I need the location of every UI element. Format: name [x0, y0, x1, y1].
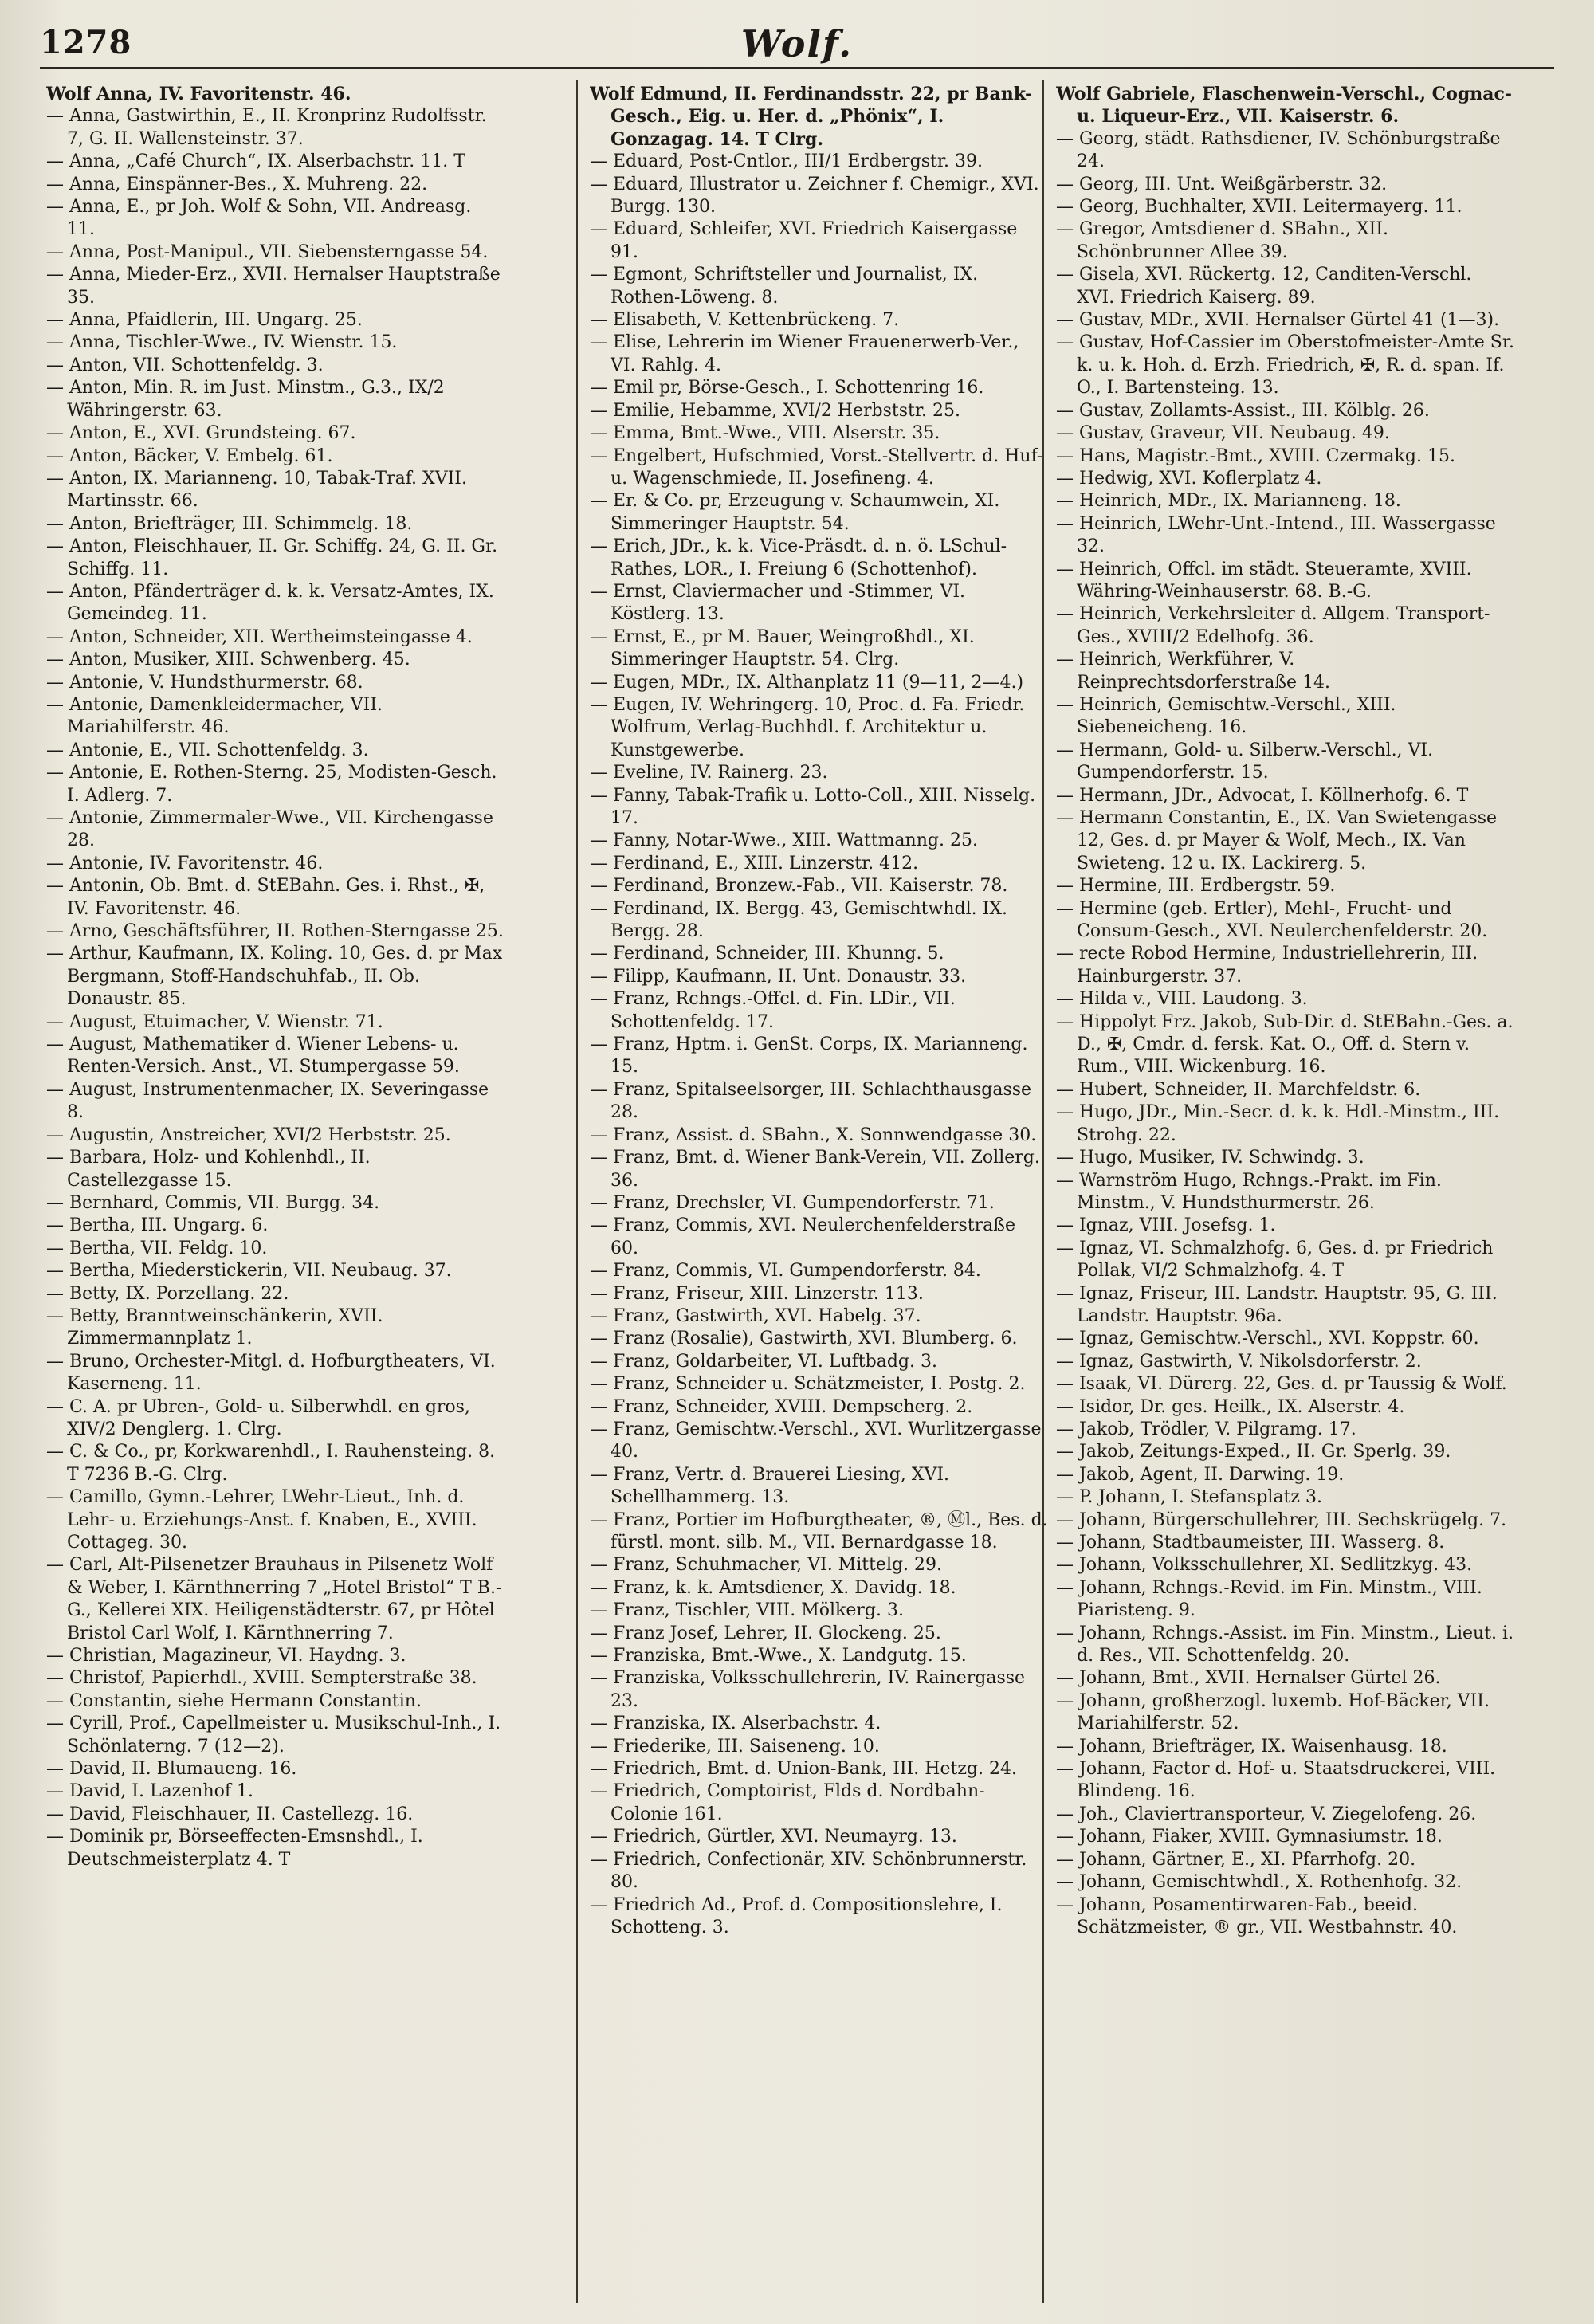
directory-entry: — Franziska, IX. Alserbachstr. 4.	[590, 1714, 881, 1734]
directory-entry: — Johann, Bürgerschullehrer, III. Sechskrügelg. 7.	[1056, 1509, 1507, 1530]
directory-entry: — Anton, Schneider, XII. Wertheimsteingasse 4.	[46, 626, 473, 647]
directory-entry: — Jakob, Zeitungs-Exped., II. Gr. Sperlg. 39.	[1056, 1442, 1451, 1462]
directory-entry: — Betty, IX. Porzellang. 22.	[46, 1283, 289, 1304]
directory-entry: — Gustav, Zollamts-Assist., III. Kölblg. 26.	[1056, 400, 1430, 421]
directory-entry: — Christof, Papierhdl., XVIII. Sempterstraße 38.	[46, 1668, 477, 1689]
directory-entry: — Heinrich, Verkehrsleiter d. Allgem. Transport-Ges., XVIII/2 Edelhofg. 36.	[1056, 604, 1490, 647]
directory-entry: — Hubert, Schneider, II. Marchfeldstr. 6.	[1056, 1079, 1421, 1100]
directory-entry: — Franz, Vertr. d. Brauerei Liesing, XVI. Schellhammerg. 13.	[590, 1464, 950, 1508]
directory-entry: — Franz (Rosalie), Gastwirth, XVI. Blumberg. 6.	[590, 1329, 1018, 1349]
directory-entry: — Barbara, Holz- und Kohlenhdl., II. Castellezgasse 15.	[46, 1148, 371, 1191]
directory-entry: — Franz, Drechsler, VI. Gumpendorferstr. 71.	[590, 1192, 995, 1213]
directory-entry: — Constantin, siehe Hermann Constantin.	[46, 1690, 422, 1711]
directory-entry: — Anton, Briefträger, III. Schimmelg. 18.	[46, 513, 413, 534]
directory-entry: — Franz, Rchngs.-Offcl. d. Fin. LDir., VII. Schottenfeldg. 17.	[590, 989, 956, 1032]
directory-entry: — Johann, Stadtbaumeister, III. Wasserg. 8.	[1056, 1533, 1445, 1553]
directory-entry: — Gustav, MDr., XVII. Hernalser Gürtel 41 (1—3).	[1056, 310, 1500, 331]
directory-entry: — Betty, Branntweinschänkerin, XVII. Zimmermannplatz 1.	[46, 1305, 383, 1349]
directory-entry: — Ernst, E., pr M. Bauer, Weingroßhdl., XI. Simmeringer Hauptstr. 54. Clrg.	[590, 626, 975, 670]
directory-entry: — Antonie, Damenkleidermacher, VII. Mariahilferstr. 46.	[46, 694, 383, 738]
directory-entry: — recte Robod Hermine, Industriellehrerin, III. Hainburgerstr. 37.	[1056, 944, 1478, 987]
directory-entry: — Franz, Hptm. i. GenSt. Corps, IX. Marianneng. 15.	[590, 1034, 1028, 1078]
directory-entry: — Erich, JDr., k. k. Vice-Präsdt. d. n. ö. LSchul-Rathes, LOR., I. Freiung 6 (Schottenhof).	[590, 536, 1007, 579]
directory-entry: — Ferdinand, Bronzew.-Fab., VII. Kaiserstr. 78.	[590, 876, 1008, 897]
column-divider	[576, 80, 578, 2303]
directory-entry: — Ferdinand, Schneider, III. Khunng. 5.	[590, 944, 944, 964]
directory-entry: — Johann, großherzogl. luxemb. Hof-Bäcker, VII. Mariahilferstr. 52.	[1056, 1690, 1490, 1734]
directory-entry: — Bernhard, Commis, VII. Burgg. 34.	[46, 1192, 380, 1213]
directory-entry: — Friedrich, Gürtler, XVI. Neumayrg. 13.	[590, 1827, 957, 1847]
directory-entry: — Anton, Musiker, XIII. Schwenberg. 45.	[46, 650, 410, 670]
directory-entry: — Georg, städt. Rathsdiener, IV. Schönburgstraße 24.	[1056, 128, 1501, 172]
directory-entry: — Hugo, Musiker, IV. Schwindg. 3.	[1056, 1148, 1364, 1168]
directory-entry: — Hedwig, XVI. Koflerplatz 4.	[1056, 468, 1322, 489]
directory-entry: — Eduard, Post-Cntlor., III/1 Erdbergstr. 39.	[590, 151, 983, 172]
directory-entry: — Ferdinand, IX. Bergg. 43, Gemischtwhdl. IX. Bergg. 28.	[590, 898, 1007, 942]
column-2	[590, 83, 1048, 2306]
directory-entry: — Franz, Schneider u. Schätzmeister, I. Postg. 2.	[590, 1374, 1026, 1395]
directory-entry: — Heinrich, Werkführer, V. Reinprechtsdorferstraße 14.	[1056, 650, 1331, 693]
directory-entry: — Franz, Tischler, VIII. Mölkerg. 3.	[590, 1600, 904, 1621]
directory-entry: — Anna, Tischler-Wwe., IV. Wienstr. 15.	[46, 332, 398, 353]
directory-entry: — Anna, „Café Church“, IX. Alserbachstr. 11. T	[46, 151, 465, 172]
directory-entry: — Anna, Pfaidlerin, III. Ungarg. 25.	[46, 310, 363, 331]
directory-entry: — Christian, Magazineur, VI. Haydng. 3.	[46, 1646, 406, 1666]
directory-entry: — Franz, Commis, XVI. Neulerchenfelderstraße 60.	[590, 1215, 1015, 1258]
directory-entry: — Franz, Commis, VI. Gumpendorferstr. 84.	[590, 1261, 981, 1282]
directory-entry: — Franz, Bmt. d. Wiener Bank-Verein, VII. Zollerg. 36.	[590, 1148, 1040, 1191]
directory-entry: — Hilda v., VIII. Laudong. 3.	[1056, 989, 1308, 1010]
column-3	[1056, 83, 1514, 2306]
directory-entry: — Ignaz, VIII. Josefsg. 1.	[1056, 1215, 1276, 1236]
directory-entry: — Johann, Bmt., XVII. Hernalser Gürtel 26.	[1056, 1668, 1441, 1689]
directory-entry: — Antonie, IV. Favoritenstr. 46.	[46, 853, 324, 873]
directory-entry: — Filipp, Kaufmann, II. Unt. Donaustr. 33.	[590, 966, 967, 987]
directory-entry: — Arthur, Kaufmann, IX. Koling. 10, Ges. d. pr Max Bergmann, Stoff-Handschuhfab., II. Ob. Donaustr. 85.	[46, 944, 503, 1010]
directory-entry: — Bertha, Miederstickerin, VII. Neubaug. 37.	[46, 1261, 452, 1282]
directory-entry: — Hans, Magistr.-Bmt., XVIII. Czermakg. 15.	[1056, 446, 1455, 466]
directory-entry: — Franz, k. k. Amtsdiener, X. Davidg. 18.	[590, 1577, 956, 1598]
directory-entry: — Jakob, Trödler, V. Pilgramg. 17.	[1056, 1419, 1356, 1439]
directory-entry: — Dominik pr, Börseeffecten-Emsnshdl., I. Deutschmeisterplatz 4. T	[46, 1827, 423, 1870]
directory-entry: — Franz, Gastwirth, XVI. Habelg. 37.	[590, 1305, 921, 1326]
page-number: 1278	[40, 24, 132, 61]
directory-entry: — Franz, Friseur, XIII. Linzerstr. 113.	[590, 1283, 924, 1304]
directory-entry: — Franz, Schneider, XVIII. Dempscherg. 2.	[590, 1396, 973, 1417]
directory-entry: — Georg, Buchhalter, XVII. Leitermayerg. 11.	[1056, 197, 1462, 218]
directory-entry: — Franz, Schuhmacher, VI. Mittelg. 29.	[590, 1555, 943, 1576]
directory-entry: — Anna, Post-Manipul., VII. Siebensterngasse 54.	[46, 241, 489, 262]
directory-entry: — Johann, Volksschullehrer, XI. Sedlitzkyg. 43.	[1056, 1555, 1473, 1576]
directory-entry: — Hugo, JDr., Min.-Secr. d. k. k. Hdl.-Minstm., III. Strohg. 22.	[1056, 1102, 1500, 1145]
directory-entry: — Fanny, Notar-Wwe., XIII. Wattmanng. 25.	[590, 830, 978, 851]
directory-entry: — Franz, Spitalseelsorger, III. Schlachthausgasse 28.	[590, 1079, 1032, 1123]
directory-entry: — August, Etuimacher, V. Wienstr. 71.	[46, 1011, 383, 1032]
directory-entry: — Bertha, III. Ungarg. 6.	[46, 1215, 269, 1236]
directory-entry: — Ignaz, Gastwirth, V. Nikolsdorferstr. 2.	[1056, 1351, 1422, 1372]
directory-entry: — Heinrich, Gemischtw.-Verschl., XIII. Siebeneicheng. 16.	[1056, 694, 1396, 738]
surname-entry: Wolf Anna, IV. Favoritenstr. 46.	[46, 84, 351, 104]
directory-entry: — Camillo, Gymn.-Lehrer, LWehr-Lieut., Inh. d. Lehr- u. Erziehungs-Anst. f. Knaben, E., XVIII. Cottageg. 30.	[46, 1487, 477, 1553]
directory-entry: — Friedrich, Comptoirist, Flds d. Nordbahn-Colonie 161.	[590, 1781, 985, 1824]
directory-entry: — Hermann Constantin, E., IX. Van Swietengasse 12, Ges. d. pr Mayer & Wolf, Mech., IX. Van Swieteng. 12 u. IX. Lackirerg. 5.	[1056, 808, 1498, 873]
directory-entry: — Emma, Bmt.-Wwe., VIII. Alserstr. 35.	[590, 423, 940, 444]
directory-entry: — Eduard, Schleifer, XVI. Friedrich Kaisergasse 91.	[590, 219, 1018, 262]
directory-entry: — Antonie, E., VII. Schottenfeldg. 3.	[46, 740, 369, 760]
directory-entry: — David, I. Lazenhof 1.	[46, 1781, 254, 1802]
directory-entry: — Anna, Einspänner-Bes., X. Muhreng. 22.	[46, 174, 428, 194]
directory-entry: — C. A. pr Ubren-, Gold- u. Silberwhdl. en gros, XIV/2 Denglerg. 1. Clrg.	[46, 1396, 470, 1439]
directory-entry: — Augustin, Anstreicher, XVI/2 Herbststr. 25.	[46, 1125, 451, 1145]
directory-entry: — Emilie, Hebamme, XVI/2 Herbststr. 25.	[590, 400, 960, 421]
directory-entry: — Johann, Gärtner, E., XI. Pfarrhofg. 20.	[1056, 1849, 1416, 1870]
directory-entry: — Hermine (geb. Ertler), Mehl-, Frucht- und Consum-Gesch., XVI. Neulerchenfelderstr. 20.	[1056, 898, 1488, 942]
directory-entry: — David, II. Blumaueng. 16.	[46, 1759, 297, 1780]
directory-entry: — Anton, E., XVI. Grundsteing. 67.	[46, 423, 356, 444]
directory-entry: — Friedrich, Bmt. d. Union-Bank, III. Hetzg. 24.	[590, 1759, 1017, 1780]
directory-entry: — Franz, Portier im Hofburgtheater, ®, Ⓜl., Bes. d. fürstl. mont. silb. M., VII. Bernardgasse 18.	[590, 1509, 1048, 1553]
directory-entry: — Gisela, XVI. Rückertg. 12, Canditen-Verschl. XVI. Friedrich Kaiserg. 89.	[1056, 265, 1472, 308]
directory-entry: — Franz, Gemischtw.-Verschl., XVI. Wurlitzergasse 40.	[590, 1419, 1042, 1462]
directory-entry: — Bruno, Orchester-Mitgl. d. Hofburgtheaters, VI. Kaserneng. 11.	[46, 1351, 496, 1395]
directory-entry: — Hermann, JDr., Advocat, I. Köllnerhofg. 6. T	[1056, 785, 1469, 806]
directory-entry: — C. & Co., pr, Korkwarenhdl., I. Rauhensteing. 8. T 7236 B.-G. Clrg.	[46, 1442, 496, 1485]
directory-entry: — Anna, Mieder-Erz., XVII. Hernalser Hauptstraße 35.	[46, 265, 501, 308]
directory-entry: — Gustav, Graveur, VII. Neubaug. 49.	[1056, 423, 1390, 444]
directory-entry: — Cyrill, Prof., Capellmeister u. Musikschul-Inh., I. Schönlaterng. 7 (12—2).	[46, 1714, 501, 1757]
surname-entry: Wolf Edmund, II. Ferdinandsstr. 22, pr Bank-Gesch., Eig. u. Her. d. „Phönix“, I. Gonzagag. 14. T Clrg.	[590, 84, 1033, 150]
directory-entry: — Ignaz, VI. Schmalzhofg. 6, Ges. d. pr Friedrich Pollak, VI/2 Schmalzhofg. 4. T	[1056, 1238, 1494, 1282]
directory-entry: — Franz, Goldarbeiter, VI. Luftbadg. 3.	[590, 1351, 937, 1372]
directory-entry: — Anton, IX. Marianneng. 10, Tabak-Traf. XVII. Martinsstr. 66.	[46, 468, 467, 512]
directory-entry: — Eugen, IV. Wehringerg. 10, Proc. d. Fa. Friedr. Wolfrum, Verlag-Buchhdl. f. Architektur u. Kunstgewerbe.	[590, 694, 1025, 760]
page-header	[0, 0, 1594, 64]
directory-entry: — Isaak, VI. Dürerg. 22, Ges. d. pr Taussig & Wolf.	[1056, 1374, 1507, 1395]
directory-entry: — Georg, III. Unt. Weißgärberstr. 32.	[1056, 174, 1388, 194]
directory-entry: — Johann, Gemischtwhdl., X. Rothenhofg. 32.	[1056, 1872, 1462, 1893]
directory-entry: — Anton, Fleischhauer, II. Gr. Schiffg. 24, G. II. Gr. Schiffg. 11.	[46, 536, 498, 579]
directory-entry: — Hermine, III. Erdbergstr. 59.	[1056, 876, 1336, 897]
directory-entry: — Anton, VII. Schottenfeldg. 3.	[46, 355, 324, 375]
directory-entry: — Johann, Rchngs.-Revid. im Fin. Minstm., VIII. Piaristeng. 9.	[1056, 1577, 1482, 1621]
directory-entry: — Antonie, E. Rothen-Sterng. 25, Modisten-Gesch. I. Adlerg. 7.	[46, 763, 497, 806]
directory-entry: — Friedrich, Confectionär, XIV. Schönbrunnerstr. 80.	[590, 1849, 1027, 1893]
directory-entry: — P. Johann, I. Stefansplatz 3.	[1056, 1487, 1322, 1508]
directory-entry: — Heinrich, MDr., IX. Marianneng. 18.	[1056, 491, 1401, 512]
directory-entry: — David, Fleischhauer, II. Castellezg. 16.	[46, 1804, 414, 1824]
directory-entry: — Egmont, Schriftsteller und Journalist, IX. Rothen-Löweng. 8.	[590, 265, 979, 308]
directory-entry: — Elise, Lehrerin im Wiener Frauenerwerb-Ver., VI. Rahlg. 4.	[590, 332, 1019, 375]
directory-entry: — Franz, Assist. d. SBahn., X. Sonnwendgasse 30.	[590, 1125, 1037, 1145]
directory-entry: — Ignaz, Friseur, III. Landstr. Hauptstr. 95, G. III. Landstr. Hauptstr. 96a.	[1056, 1283, 1498, 1326]
directory-entry: — Heinrich, Offcl. im städt. Steueramte, XVIII. Währing-Weinhauserstr. 68. B.-G.	[1056, 559, 1472, 602]
running-head: Wolf.	[740, 22, 854, 65]
directory-entry: — Eduard, Illustrator u. Zeichner f. Chemigr., XVI. Burgg. 130.	[590, 174, 1039, 218]
directory-entry: — Anton, Pfänderträger d. k. k. Versatz-Amtes, IX. Gemeindeg. 11.	[46, 581, 494, 625]
directory-entry: — August, Mathematiker d. Wiener Lebens- u. Renten-Versich. Anst., VI. Stumpergasse 59.	[46, 1034, 460, 1078]
directory-entry: — Antonie, Zimmermaler-Wwe., VII. Kirchengasse 28.	[46, 808, 493, 851]
directory-entry: — Fanny, Tabak-Trafik u. Lotto-Coll., XIII. Nisselg. 17.	[590, 785, 1036, 828]
directory-entry: — Jakob, Agent, II. Darwing. 19.	[1056, 1464, 1345, 1485]
directory-entry: — Anna, Gastwirthin, E., II. Kronprinz Rudolfsstr. 7, G. II. Wallensteinstr. 37.	[46, 106, 487, 149]
directory-entry: — Gustav, Hof-Cassier im Oberstofmeister-Amte Sr. k. u. k. Hoh. d. Erzh. Friedrich, ✠, R. d. span. If. O., I. Bartensteing. 13.	[1056, 332, 1514, 398]
directory-entry: — Arno, Geschäftsführer, II. Rothen-Sterngasse 25.	[46, 921, 504, 942]
directory-entry: — Franz Josef, Lehrer, II. Glockeng. 25.	[590, 1623, 941, 1643]
directory-entry: — Franziska, Bmt.-Wwe., X. Landgutg. 15.	[590, 1646, 967, 1666]
directory-entry: — Bertha, VII. Feldg. 10.	[46, 1238, 268, 1258]
directory-entry: — Eugen, MDr., IX. Althanplatz 11 (9—11, 2—4.)	[590, 672, 1024, 693]
directory-entry: — Hermann, Gold- u. Silberw.-Verschl., VI. Gumpendorferstr. 15.	[1056, 740, 1434, 783]
directory-entry: — Anton, Min. R. im Just. Minstm., G.3., IX/2 Währingerstr. 63.	[46, 378, 445, 421]
directory-entry: — Isidor, Dr. ges. Heilk., IX. Alserstr. 4.	[1056, 1396, 1405, 1417]
directory-entry: — Heinrich, LWehr-Unt.-Intend., III. Wassergasse 32.	[1056, 513, 1496, 557]
surname-entry: Wolf Gabriele, Flaschenwein-Verschl., Cognac- u. Liqueur-Erz., VII. Kaiserstr. 6.	[1056, 84, 1513, 128]
directory-entry: — Johann, Briefträger, IX. Waisenhausg. 18.	[1056, 1736, 1447, 1757]
column-1	[46, 83, 505, 2306]
directory-entry: — Johann, Factor d. Hof- u. Staatsdruckerei, VIII. Blindeng. 16.	[1056, 1759, 1496, 1802]
directory-entry: — Carl, Alt-Pilsenetzer Brauhaus in Pilsenetz Wolf & Weber, I. Kärnthnerring 7 „Hotel Bristol“ T B.-G., Kellerei XIX. Heiligenstädterstr. 67, pr Hôtel Bristol Carl Wolf, I. Kärnthnerring 7.	[46, 1555, 502, 1643]
directory-entry: — Hippolyt Frz. Jakob, Sub-Dir. d. StEBahn.-Ges. a. D., ✠, Cmdr. d. fersk. Kat. O., Off. d. Stern v. Rum., VIII. Wickenburg. 16.	[1056, 1011, 1514, 1078]
directory-entry: — Engelbert, Hufschmied, Vorst.-Stellvertr. d. Huf- u. Wagenschmiede, II. Josefineng. 4.	[590, 446, 1043, 489]
directory-entry: — Joh., Claviertransporteur, V. Ziegelofeng. 26.	[1056, 1804, 1477, 1824]
directory-entry: — Johann, Fiaker, XVIII. Gymnasiumstr. 18.	[1056, 1827, 1443, 1847]
header-rule	[40, 67, 1554, 69]
directory-entry: — Gregor, Amtsdiener d. SBahn., XII. Schönbrunner Allee 39.	[1056, 219, 1389, 262]
directory-entry: — Antonin, Ob. Bmt. d. StEBahn. Ges. i. Rhst., ✠, IV. Favoritenstr. 46.	[46, 876, 485, 919]
directory-entry: — Franziska, Volksschullehrerin, IV. Rainergasse 23.	[590, 1668, 1026, 1711]
directory-entry: — Anton, Bäcker, V. Embelg. 61.	[46, 446, 333, 466]
directory-entry: — Er. & Co. pr, Erzeugung v. Schaumwein, XI. Simmeringer Hauptstr. 54.	[590, 491, 1000, 534]
directory-entry: — Emil pr, Börse-Gesch., I. Schottenring 16.	[590, 378, 984, 398]
directory-entry: — Ernst, Claviermacher und -Stimmer, VI. Köstlerg. 13.	[590, 581, 966, 625]
directory-entry: — Friederike, III. Saiseneng. 10.	[590, 1736, 880, 1757]
directory-entry: — Antonie, V. Hundsthurmerstr. 68.	[46, 672, 363, 693]
directory-entry: — Johann, Rchngs.-Assist. im Fin. Minstm., Lieut. i. d. Res., VII. Schottenfeldg. 20.	[1056, 1623, 1514, 1666]
directory-entry: — Friedrich Ad., Prof. d. Compositionslehre, I. Schotteng. 3.	[590, 1894, 1003, 1937]
directory-entry: — Johann, Posamentirwaren-Fab., beeid. Schätzmeister, ® gr., VII. Westbahnstr. 40.	[1056, 1894, 1458, 1937]
directory-entry: — Elisabeth, V. Kettenbrückeng. 7.	[590, 310, 900, 331]
directory-entry: — Ferdinand, E., XIII. Linzerstr. 412.	[590, 853, 919, 873]
directory-entry: — Warnström Hugo, Rchngs.-Prakt. im Fin. Minstm., V. Hundsthurmerstr. 26.	[1056, 1170, 1442, 1213]
directory-entry: — Anna, E., pr Joh. Wolf & Sohn, VII. Andreasg. 11.	[46, 197, 472, 240]
directory-entry: — August, Instrumentenmacher, IX. Severingasse 8.	[46, 1079, 489, 1123]
directory-entry: — Eveline, IV. Rainerg. 23.	[590, 763, 828, 783]
directory-entry: — Ignaz, Gemischtw.-Verschl., XVI. Koppstr. 60.	[1056, 1329, 1479, 1349]
